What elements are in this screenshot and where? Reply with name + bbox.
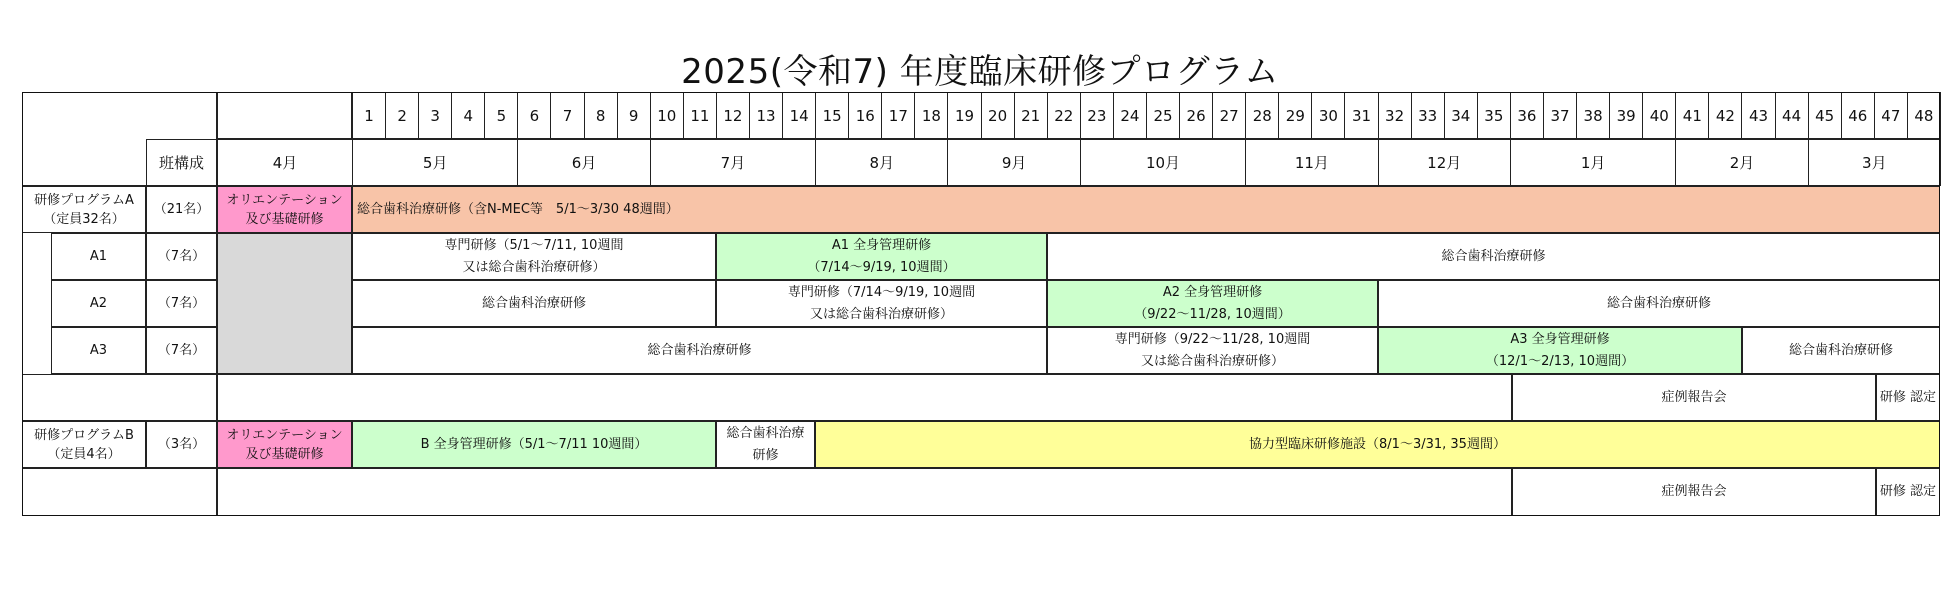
week-number-cell: 18 <box>914 92 948 139</box>
group-a3-anesthesia-training: A3 全身管理研修 （12/1～2/13, 10週間） <box>1378 327 1742 374</box>
group-column-header: 班構成 <box>146 139 217 186</box>
week-number-cell: 43 <box>1741 92 1775 139</box>
certification-a: 研修 認定 <box>1876 374 1940 421</box>
group-a2-count: （7名） <box>146 280 217 327</box>
header-empty-cell <box>217 92 352 139</box>
group-a1-anesthesia-training: A1 全身管理研修 （7/14～9/19, 10週間） <box>716 233 1047 280</box>
program-a-general-training: 総合歯科治療研修（含N-MEC等 5/1～3/30 48週間） <box>352 186 1940 233</box>
program-a-orientation: オリエンテーション 及び基礎研修 <box>217 186 352 233</box>
month-cell: 9月 <box>947 139 1080 186</box>
week-number-cell: 22 <box>1047 92 1081 139</box>
week-number-cell: 26 <box>1179 92 1213 139</box>
group-a1-general-training: 総合歯科治療研修 <box>1047 233 1940 280</box>
week-number-cell: 34 <box>1444 92 1478 139</box>
week-number-cell: 48 <box>1907 92 1941 139</box>
week-number-cell: 2 <box>385 92 419 139</box>
week-number-cell: 6 <box>517 92 551 139</box>
week-number-cell: 3 <box>418 92 452 139</box>
week-number-cell: 7 <box>550 92 584 139</box>
schedule-table <box>22 92 1940 516</box>
week-number-cell: 5 <box>484 92 518 139</box>
program-b-anesthesia-training: B 全身管理研修（5/1～7/11 10週間） <box>352 421 716 468</box>
month-cell: 2月 <box>1675 139 1808 186</box>
week-number-cell: 27 <box>1212 92 1246 139</box>
month-cell: 10月 <box>1080 139 1246 186</box>
week-number-cell: 41 <box>1675 92 1709 139</box>
group-a2-general-training-2: 総合歯科治療研修 <box>1378 280 1940 327</box>
week-number-cell: 9 <box>617 92 651 139</box>
program-b-cooperative-facility: 協力型臨床研修施設（8/1～3/31, 35週間） <box>815 421 1940 468</box>
week-number-cell: 8 <box>584 92 618 139</box>
week-number-cell: 13 <box>749 92 783 139</box>
week-number-cell: 46 <box>1841 92 1875 139</box>
group-a1-specialty-training: 専門研修（5/1～7/11, 10週間 又は総合歯科治療研修） <box>352 233 716 280</box>
week-number-cell: 31 <box>1344 92 1378 139</box>
case-report-row-b-empty <box>22 468 217 516</box>
week-number-cell: 36 <box>1510 92 1544 139</box>
month-cell: 7月 <box>650 139 816 186</box>
orientation-blank-block <box>217 233 352 374</box>
case-report-row-a-empty <box>22 374 217 421</box>
month-cell: 5月 <box>352 139 518 186</box>
group-a2-label: A2 <box>51 280 146 327</box>
month-cell: 3月 <box>1808 139 1941 186</box>
week-number-cell: 19 <box>947 92 981 139</box>
week-number-cell: 24 <box>1113 92 1147 139</box>
week-number-cell: 14 <box>782 92 816 139</box>
week-number-cell: 21 <box>1014 92 1048 139</box>
page-title: 2025(令和7) 年度臨床研修プログラム <box>681 52 1279 92</box>
week-number-cell: 35 <box>1477 92 1511 139</box>
week-number-cell: 25 <box>1146 92 1180 139</box>
week-number-cell: 32 <box>1378 92 1412 139</box>
certification-b: 研修 認定 <box>1876 468 1940 516</box>
group-a2-anesthesia-training: A2 全身管理研修 （9/22～11/28, 10週間） <box>1047 280 1378 327</box>
month-cell: 1月 <box>1510 139 1676 186</box>
group-a1-label: A1 <box>51 233 146 280</box>
week-number-cell: 45 <box>1808 92 1842 139</box>
week-number-cell: 39 <box>1609 92 1643 139</box>
week-number-cell: 16 <box>848 92 882 139</box>
week-number-cell: 37 <box>1543 92 1577 139</box>
group-indent-cell <box>22 233 51 374</box>
week-number-cell: 29 <box>1278 92 1312 139</box>
week-number-cell: 30 <box>1311 92 1345 139</box>
week-number-cell: 40 <box>1642 92 1676 139</box>
week-number-cell: 47 <box>1874 92 1908 139</box>
program-a-count: （21名） <box>146 186 217 233</box>
week-number-cell: 12 <box>716 92 750 139</box>
group-a1-count: （7名） <box>146 233 217 280</box>
week-number-cell: 42 <box>1708 92 1742 139</box>
week-number-cell: 28 <box>1245 92 1279 139</box>
program-b-orientation: オリエンテーション 及び基礎研修 <box>217 421 352 468</box>
month-cell: 12月 <box>1378 139 1511 186</box>
month-cell: 8月 <box>815 139 948 186</box>
month-cell: 11月 <box>1245 139 1378 186</box>
month-cell: 4月 <box>217 139 353 186</box>
group-a2-general-training-1: 総合歯科治療研修 <box>352 280 716 327</box>
program-b-general-training: 総合歯科治療 研修 <box>716 421 815 468</box>
program-b-label: 研修プログラムB （定員4名） <box>22 421 146 468</box>
case-report-b: 症例報告会 <box>1512 468 1876 516</box>
group-a3-general-training-1: 総合歯科治療研修 <box>352 327 1047 374</box>
group-a3-specialty-training: 専門研修（9/22～11/28, 10週間 又は総合歯科治療研修） <box>1047 327 1378 374</box>
week-number-cell: 1 <box>352 92 386 139</box>
program-b-count: （3名） <box>146 421 217 468</box>
week-number-cell: 11 <box>683 92 717 139</box>
week-number-cell: 10 <box>650 92 684 139</box>
group-a2-specialty-training: 専門研修（7/14～9/19, 10週間 又は総合歯科治療研修） <box>716 280 1047 327</box>
group-a3-label: A3 <box>51 327 146 374</box>
week-number-cell: 44 <box>1775 92 1809 139</box>
case-report-a: 症例報告会 <box>1512 374 1876 421</box>
week-number-cell: 15 <box>815 92 849 139</box>
week-number-cell: 4 <box>451 92 485 139</box>
case-report-row-a-blank <box>217 374 1512 421</box>
week-number-cell: 38 <box>1576 92 1610 139</box>
group-a3-general-training-2: 総合歯科治療研修 <box>1742 327 1940 374</box>
week-number-cell: 33 <box>1411 92 1445 139</box>
week-number-cell: 20 <box>981 92 1015 139</box>
month-cell: 6月 <box>517 139 650 186</box>
group-a3-count: （7名） <box>146 327 217 374</box>
week-number-cell: 17 <box>881 92 915 139</box>
case-report-row-b-blank <box>217 468 1512 516</box>
program-a-label: 研修プログラムA （定員32名） <box>22 186 146 233</box>
week-number-cell: 23 <box>1080 92 1114 139</box>
